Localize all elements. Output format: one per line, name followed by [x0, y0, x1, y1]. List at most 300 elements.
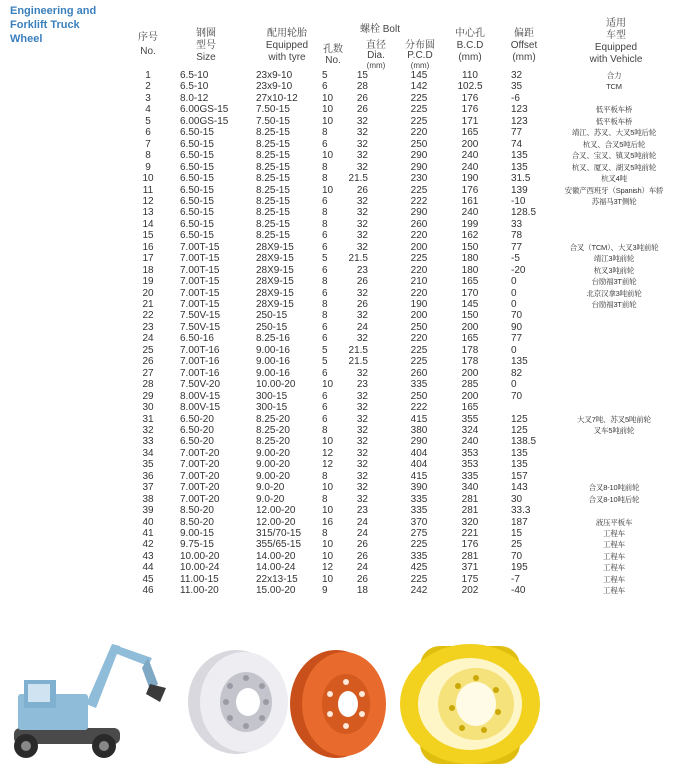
bolt-holes: 10 — [322, 550, 334, 562]
rim-size: 8.50-20 — [180, 516, 214, 528]
rim-size: 6.00GS-15 — [180, 115, 229, 127]
bolt-holes: 16 — [322, 516, 334, 528]
offset-value: -10 — [511, 195, 526, 207]
catalog-title — [10, 4, 130, 46]
row-number: 11 — [142, 184, 154, 196]
rim-size: 6.50-15 — [180, 230, 214, 242]
product-images — [0, 624, 680, 772]
bolt-holes: 8 — [322, 424, 328, 436]
row-number: 34 — [142, 447, 154, 459]
bolt-diameter: 32 — [356, 459, 368, 471]
table-row — [0, 276, 680, 287]
row-number: 38 — [142, 493, 154, 505]
row-number: 5 — [145, 115, 151, 127]
vehicle-model: 杭叉3吨前轮 — [593, 265, 635, 275]
header-no — [130, 32, 166, 58]
offset-value: -6 — [511, 92, 520, 104]
table-row — [0, 219, 680, 230]
row-number: 26 — [142, 356, 154, 368]
tyre-size: 10.00-20 — [256, 379, 296, 391]
row-number: 6 — [145, 127, 151, 139]
table-row — [0, 562, 680, 573]
bcd-value: 200 — [461, 390, 479, 402]
bolt-holes: 6 — [322, 195, 328, 207]
tyre-size: 27x10-12 — [256, 92, 298, 104]
row-number: 16 — [142, 241, 154, 253]
offset-value: 125 — [511, 424, 528, 436]
header-tyre-en2: with tyre — [268, 52, 306, 63]
offset-value: 30 — [511, 493, 523, 505]
table-row — [0, 299, 680, 310]
vehicle-model: 工程车 — [603, 551, 625, 561]
table-row — [0, 585, 680, 596]
row-number: 2 — [145, 81, 151, 93]
table-row — [0, 242, 680, 253]
header-bolt: 螺栓 Bolt — [359, 24, 400, 35]
bolt-diameter: 32 — [356, 138, 368, 150]
pcd-value: 290 — [410, 207, 428, 219]
table-row — [0, 448, 680, 459]
vehicle-model: 工程车 — [603, 563, 625, 573]
vehicle-model: 安徽产西班牙（Spanish）车轿 — [564, 185, 664, 195]
rim-size: 7.00T-20 — [180, 447, 220, 459]
header-holes-cn: 孔数 — [323, 44, 343, 55]
table-row — [0, 288, 680, 299]
rim-size: 6.5-10 — [180, 70, 209, 81]
vehicle-model: 靖江、苏叉、大叉5吨后轮 — [571, 128, 657, 138]
bolt-diameter: 32 — [356, 195, 368, 207]
tyre-size: 315/70-15 — [256, 528, 302, 539]
offset-value: 139 — [511, 184, 528, 196]
vehicle-model: 液压平板车 — [595, 517, 633, 527]
row-number: 46 — [142, 585, 154, 597]
offset-value: 33 — [511, 218, 523, 230]
pcd-value: 404 — [410, 459, 428, 471]
tyre-size: 8.25-15 — [256, 230, 290, 242]
row-number: 35 — [142, 459, 154, 471]
bolt-holes: 5 — [322, 344, 328, 356]
rim-size: 7.00T-20 — [180, 459, 220, 471]
pcd-value: 425 — [410, 562, 428, 574]
bolt-diameter: 24 — [356, 516, 368, 528]
header-vehicle-cn2: 车型 — [606, 30, 626, 41]
rim-size: 7.00T-16 — [180, 367, 220, 379]
row-number: 37 — [142, 482, 154, 494]
bolt-diameter: 32 — [356, 333, 368, 345]
rim-size: 7.00T-15 — [180, 276, 220, 288]
table-row — [0, 391, 680, 402]
bolt-diameter: 24 — [356, 562, 368, 574]
rim-size: 8.00V-15 — [180, 390, 221, 402]
bolt-diameter: 18 — [356, 585, 368, 597]
vehicle-model: 合叉（TCM）、大叉3吨前轮 — [569, 242, 659, 252]
pcd-value: 242 — [410, 585, 428, 597]
header-dia-en: Dia. — [367, 50, 385, 61]
bolt-diameter: 21.5 — [348, 173, 368, 185]
tyre-size: 15.00-20 — [256, 585, 296, 597]
bcd-value: 335 — [461, 470, 479, 482]
bolt-diameter: 21.5 — [348, 356, 368, 368]
title-line-1: Engineering and — [10, 5, 97, 17]
rim-size: 11.00-20 — [180, 585, 219, 597]
tyre-size: 300-15 — [256, 402, 288, 414]
bolt-diameter: 32 — [356, 161, 368, 173]
bolt-holes: 6 — [322, 264, 328, 276]
yellow-wheel-image — [400, 644, 540, 764]
bcd-value: 145 — [461, 299, 479, 310]
bolt-diameter: 32 — [356, 218, 368, 230]
bcd-value: 240 — [461, 207, 479, 219]
offset-value: 0 — [511, 299, 517, 310]
table-row — [0, 528, 680, 539]
table-row — [0, 425, 680, 436]
bolt-holes: 6 — [322, 390, 328, 402]
bolt-holes: 8 — [322, 127, 328, 139]
table-row — [0, 574, 680, 585]
row-number: 29 — [142, 390, 154, 402]
bcd-value: 200 — [461, 321, 479, 333]
offset-value: 0 — [511, 276, 517, 288]
pcd-value: 260 — [410, 218, 428, 230]
pcd-value: 225 — [410, 356, 428, 368]
bcd-value: 221 — [461, 528, 479, 539]
header-dia — [358, 41, 394, 71]
table-row — [0, 150, 680, 161]
header-holes-en: No. — [325, 55, 341, 66]
offset-value: 135 — [511, 150, 528, 162]
pcd-value: 225 — [410, 104, 428, 116]
bolt-holes: 8 — [322, 161, 328, 173]
header-vehicle-en1: Equipped — [594, 42, 638, 53]
vehicle-model: 靖江3吨前轮 — [593, 254, 635, 264]
bolt-diameter: 32 — [356, 127, 368, 139]
table-row — [0, 436, 680, 447]
offset-value: 157 — [511, 470, 528, 482]
vehicle-model: 大叉7吨、苏叉5吨前轮 — [577, 414, 651, 424]
table-row — [0, 505, 680, 516]
offset-value: 128.5 — [511, 207, 537, 219]
bolt-diameter: 26 — [356, 573, 368, 585]
vehicle-model: 杭叉4吨 — [601, 174, 627, 184]
pcd-value: 200 — [410, 241, 428, 253]
table-row — [0, 173, 680, 184]
offset-value: 70 — [511, 310, 523, 322]
bolt-diameter: 23 — [356, 379, 368, 391]
vehicle-model: 工程车 — [603, 540, 625, 550]
header-offset-en: Offset — [510, 40, 538, 51]
row-number: 33 — [142, 436, 154, 448]
row-number: 44 — [142, 562, 154, 574]
orange-wheel-image — [290, 650, 386, 758]
tyre-size: 9.00-16 — [256, 344, 290, 356]
pcd-value: 220 — [410, 230, 428, 242]
table-row — [0, 196, 680, 207]
bolt-holes: 10 — [322, 184, 334, 196]
bcd-value: 165 — [461, 276, 479, 288]
row-number: 21 — [142, 299, 154, 310]
bolt-diameter: 32 — [356, 230, 368, 242]
offset-value: 135 — [511, 356, 528, 368]
bcd-value: 176 — [461, 184, 479, 196]
pcd-value: 222 — [410, 195, 428, 207]
bcd-value: 371 — [461, 562, 479, 574]
pcd-value: 225 — [410, 92, 428, 104]
tyre-size: 28X9-15 — [256, 299, 294, 310]
bolt-holes: 12 — [322, 562, 334, 574]
vehicle-model: 台励福3T前轮 — [591, 300, 637, 309]
offset-value: -5 — [511, 253, 520, 265]
rim-size: 9.00-15 — [180, 528, 214, 539]
bcd-value: 353 — [461, 459, 479, 471]
rim-size: 6.50-15 — [180, 184, 214, 196]
rim-size: 7.00T-15 — [180, 287, 220, 299]
bcd-value: 180 — [461, 253, 479, 265]
offset-value: 125 — [511, 413, 528, 425]
header-size-en: Size — [196, 52, 216, 63]
tyre-size: 8.25-15 — [256, 161, 290, 173]
rim-size: 6.50-15 — [180, 218, 214, 230]
bcd-value: 162 — [461, 230, 479, 242]
row-number: 19 — [142, 276, 154, 288]
table-row — [0, 116, 680, 127]
tyre-size: 28X9-15 — [256, 287, 294, 299]
row-number: 43 — [142, 550, 154, 562]
offset-value: 0 — [511, 379, 517, 391]
row-number: 22 — [142, 310, 154, 322]
row-number: 40 — [142, 516, 154, 528]
tyre-size: 22x13-15 — [256, 573, 298, 585]
title-line-2: Forklift Truck — [10, 19, 80, 31]
tyre-size: 250-15 — [256, 321, 288, 333]
bolt-holes: 10 — [322, 379, 334, 391]
tyre-size: 9.0-20 — [256, 493, 285, 505]
bolt-holes: 6 — [322, 321, 328, 333]
offset-value: 31.5 — [511, 173, 531, 185]
header-tyre-cn: 配用轮胎 — [267, 28, 307, 39]
bolt-diameter: 23 — [356, 505, 368, 517]
table-row — [0, 253, 680, 264]
vehicle-model: 工程车 — [603, 574, 625, 584]
bcd-value: 340 — [461, 482, 479, 494]
offset-value: 33.3 — [511, 505, 531, 517]
rim-size: 6.50-15 — [180, 127, 214, 139]
rim-size: 9.75-15 — [180, 539, 214, 551]
vehicle-model: 杭叉、合叉5吨后轮 — [582, 139, 646, 149]
rim-size: 7.00T-15 — [180, 299, 220, 310]
bolt-holes: 5 — [322, 70, 328, 81]
tyre-size: 355/65-15 — [256, 539, 302, 551]
vehicle-model: 合叉8-10吨前轮 — [588, 483, 640, 493]
bolt-diameter: 32 — [356, 436, 368, 448]
tyre-size: 8.25-16 — [256, 333, 290, 345]
offset-value: 77 — [511, 241, 523, 253]
bolt-holes: 6 — [322, 81, 328, 93]
bcd-value: 281 — [461, 493, 479, 505]
header-vehicle — [566, 18, 666, 66]
rim-size: 7.00T-15 — [180, 241, 220, 253]
bolt-holes: 10 — [322, 482, 334, 494]
header-no-en: No. — [140, 46, 156, 57]
rim-size: 6.50-15 — [180, 150, 214, 162]
pcd-value: 220 — [410, 287, 428, 299]
bolt-holes: 6 — [322, 413, 328, 425]
bolt-holes: 12 — [322, 447, 334, 459]
vehicle-model: 北京汉拿3吨前轮 — [586, 288, 642, 298]
table-row — [0, 333, 680, 344]
pcd-value: 225 — [410, 573, 428, 585]
bcd-value: 200 — [461, 138, 479, 150]
rim-size: 10.00-24 — [180, 562, 220, 574]
tyre-size: 28X9-15 — [256, 276, 294, 288]
vehicle-model: 工程车 — [603, 586, 625, 596]
bolt-holes: 8 — [322, 310, 328, 322]
tyre-size: 12.00-20 — [256, 505, 296, 517]
bolt-diameter: 32 — [356, 413, 368, 425]
header-holes — [318, 44, 348, 66]
header-bcd-en: B.C.D — [456, 40, 484, 51]
header-no-cn: 序号 — [138, 32, 158, 43]
offset-value: 138.5 — [511, 436, 537, 448]
table-row — [0, 356, 680, 367]
row-number: 12 — [142, 195, 154, 207]
row-number: 1 — [145, 70, 151, 81]
row-number: 30 — [142, 402, 154, 414]
pcd-value: 225 — [410, 539, 428, 551]
bolt-diameter: 32 — [356, 115, 368, 127]
vehicle-model: TCM — [606, 82, 622, 92]
header-pcd-en: P.C.D — [407, 50, 433, 61]
header-size-cn1: 钢圈 — [196, 28, 216, 39]
bcd-value: 202 — [461, 585, 479, 597]
bolt-holes: 6 — [322, 333, 328, 345]
tyre-size: 300-15 — [256, 390, 288, 402]
tyre-size: 9.00-20 — [256, 459, 290, 471]
table-row — [0, 310, 680, 321]
tyre-size: 28X9-15 — [256, 241, 294, 253]
header-size-cn2: 型号 — [196, 40, 216, 51]
row-number: 23 — [142, 321, 154, 333]
bolt-diameter: 32 — [356, 424, 368, 436]
header-pcd-unit: (mm) — [410, 61, 430, 70]
pcd-value: 200 — [410, 310, 428, 322]
bolt-diameter: 32 — [356, 367, 368, 379]
table-row — [0, 471, 680, 482]
pcd-value: 230 — [410, 173, 428, 185]
pcd-value: 250 — [410, 321, 428, 333]
white-wheel-image — [188, 650, 288, 754]
row-number: 24 — [142, 333, 154, 345]
bolt-diameter: 32 — [356, 470, 368, 482]
header-tyre — [246, 28, 328, 64]
table-row — [0, 70, 680, 81]
pcd-value: 142 — [410, 81, 428, 93]
tyre-size: 7.50-15 — [256, 115, 290, 127]
tyre-size: 8.25-15 — [256, 218, 290, 230]
row-number: 32 — [142, 424, 154, 436]
offset-value: 195 — [511, 562, 528, 574]
pcd-value: 190 — [410, 299, 428, 310]
bolt-diameter: 32 — [356, 447, 368, 459]
table-row — [0, 551, 680, 562]
header-vehicle-en2: with Vehicle — [589, 54, 643, 65]
tyre-size: 8.25-15 — [256, 127, 290, 139]
table-row — [0, 127, 680, 138]
bcd-value: 180 — [461, 264, 479, 276]
offset-value: 123 — [511, 115, 528, 127]
pcd-value: 222 — [410, 402, 428, 414]
tyre-size: 8.25-20 — [256, 424, 290, 436]
rim-size: 10.00-20 — [180, 550, 220, 562]
tyre-size: 7.50-15 — [256, 104, 290, 116]
offset-value: 70 — [511, 550, 523, 562]
bcd-value: 102.5 — [457, 81, 483, 93]
offset-value: 187 — [511, 516, 528, 528]
bcd-value: 240 — [461, 150, 479, 162]
bcd-value: 150 — [461, 310, 479, 322]
header-offset-unit: (mm) — [512, 52, 536, 63]
row-number: 25 — [142, 344, 154, 356]
bolt-holes: 6 — [322, 241, 328, 253]
vehicle-model: 合力 — [606, 71, 622, 80]
offset-value: 32 — [511, 70, 523, 81]
header-dia-cn: 直径 — [366, 40, 386, 51]
header-offset — [500, 28, 548, 64]
vehicle-model: 合叉、宝叉、镇叉5吨前轮 — [571, 151, 657, 161]
rim-size: 6.50-15 — [180, 195, 214, 207]
bcd-value: 281 — [461, 550, 479, 562]
pcd-value: 415 — [410, 413, 428, 425]
vehicle-model: 低平板车桥 — [595, 105, 633, 115]
rim-size: 7.00T-15 — [180, 264, 220, 276]
bolt-diameter: 32 — [356, 241, 368, 253]
bolt-diameter: 28 — [356, 81, 368, 93]
tyre-size: 14.00-24 — [256, 562, 296, 574]
row-number: 27 — [142, 367, 154, 379]
pcd-value: 260 — [410, 367, 428, 379]
table-row — [0, 230, 680, 241]
rim-size: 6.50-15 — [180, 207, 214, 219]
bcd-value: 178 — [461, 344, 479, 356]
table-row — [0, 81, 680, 92]
header-offset-cn: 偏距 — [514, 28, 534, 39]
offset-value: 135 — [511, 161, 528, 173]
bcd-value: 199 — [461, 218, 479, 230]
table-row — [0, 482, 680, 493]
bolt-holes: 8 — [322, 528, 328, 539]
rim-size: 6.00GS-15 — [180, 104, 229, 116]
offset-value: 78 — [511, 230, 523, 242]
vehicle-model: 工程车 — [603, 529, 625, 538]
bolt-diameter: 23 — [356, 264, 368, 276]
pcd-value: 335 — [410, 550, 428, 562]
pcd-value: 225 — [410, 115, 428, 127]
rim-size: 7.50V-20 — [180, 379, 221, 391]
table-row — [0, 322, 680, 333]
offset-value: 70 — [511, 390, 523, 402]
row-number: 7 — [145, 138, 151, 150]
bcd-value: 176 — [461, 539, 479, 551]
pcd-value: 335 — [410, 493, 428, 505]
header-bcd-cn: 中心孔 — [455, 28, 485, 39]
tyre-size: 8.25-15 — [256, 184, 290, 196]
bolt-diameter: 32 — [356, 150, 368, 162]
bcd-value: 171 — [461, 115, 479, 127]
offset-value: 0 — [511, 344, 517, 356]
rim-size: 6.50-16 — [180, 333, 214, 345]
bolt-holes: 6 — [322, 287, 328, 299]
table-row — [0, 265, 680, 276]
bolt-holes: 10 — [322, 92, 334, 104]
